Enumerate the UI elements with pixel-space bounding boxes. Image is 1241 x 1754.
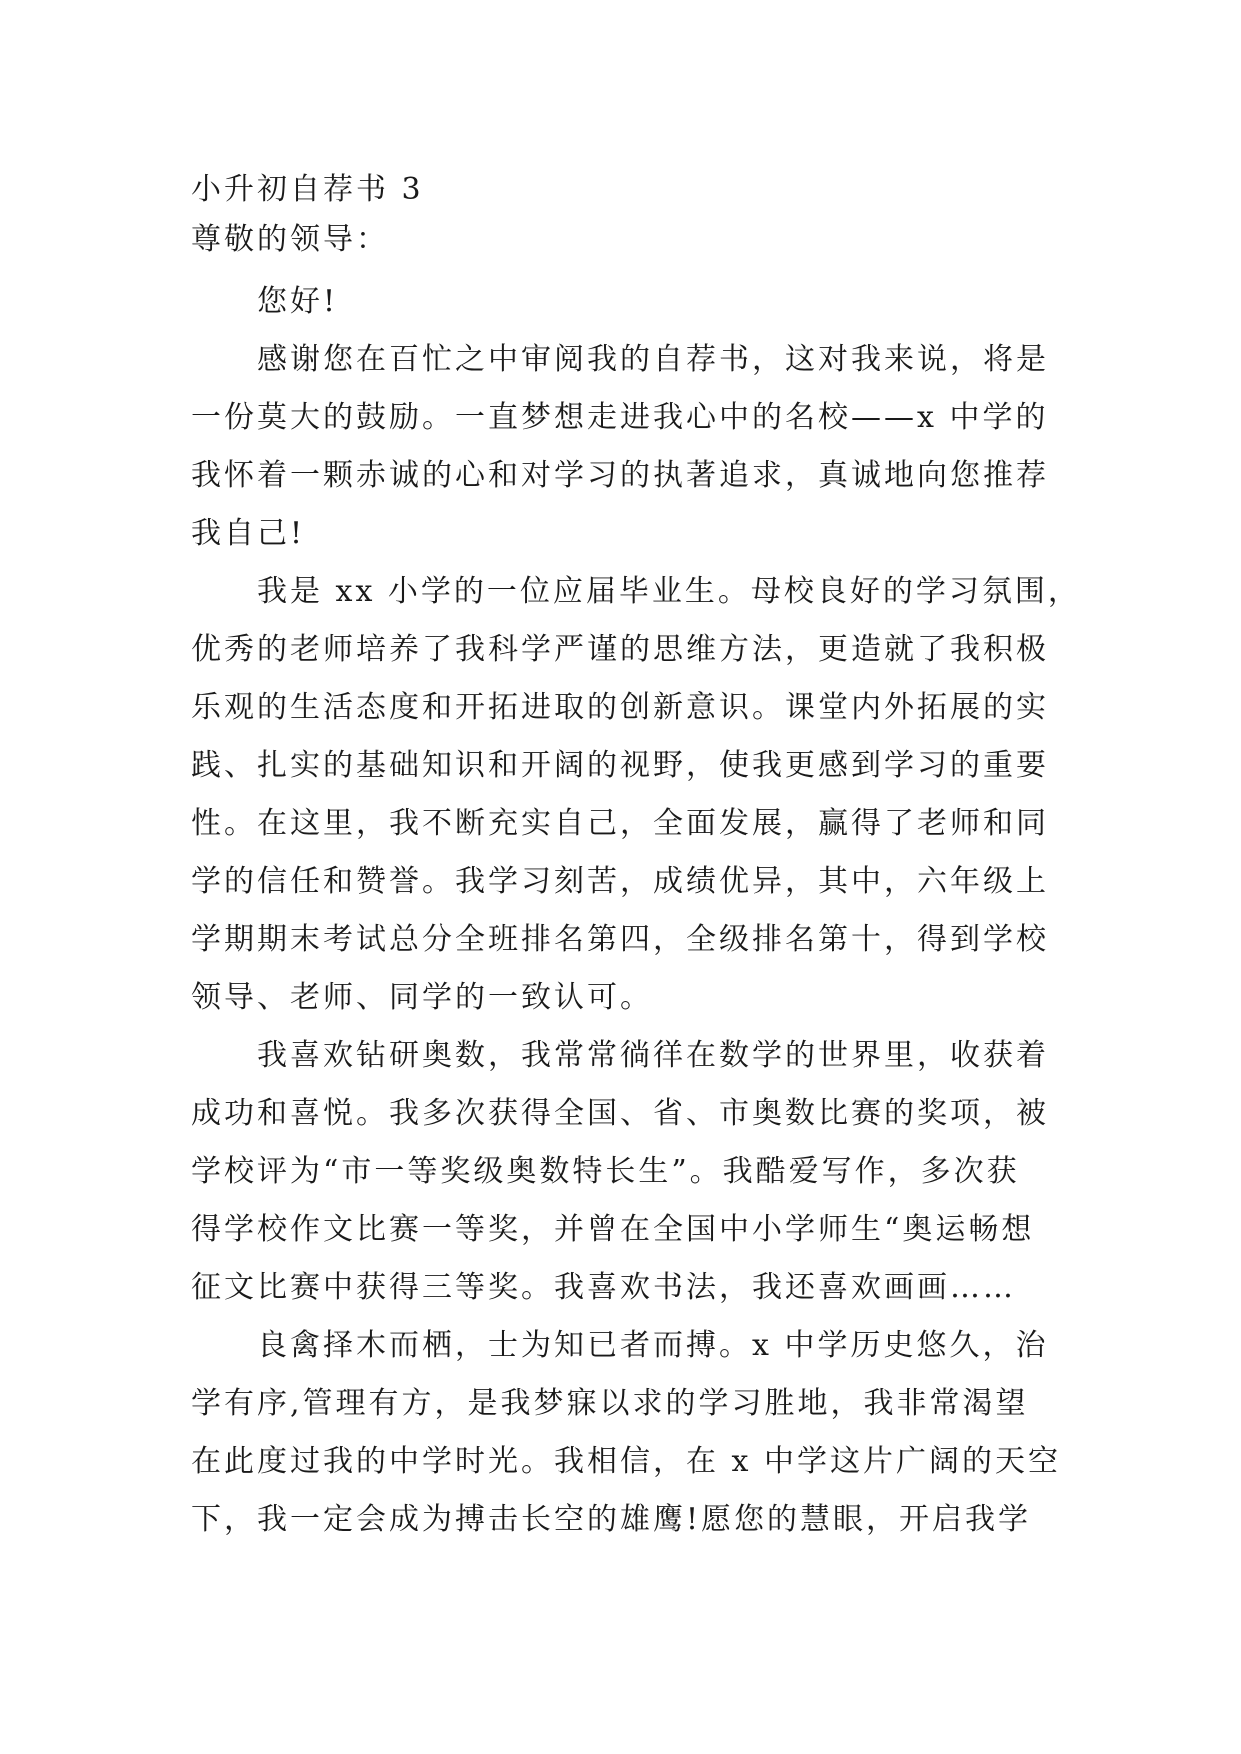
- text-line: 我喜欢钻研奥数，我常常徜徉在数学的世界里，收获着: [257, 1038, 1049, 1073]
- salutation: 尊敬的领导：: [191, 222, 389, 257]
- document-body: [191, 165, 1081, 1549]
- text-line: 良禽择木而栖，士为知已者而搏。x 中学历史悠久，治: [257, 1328, 1049, 1363]
- text-line: 成功和喜悦。我多次获得全国、省、市奥数比赛的奖项，被: [191, 1096, 1049, 1131]
- text-line: 感谢您在百忙之中审阅我的自荐书，这对我来说，将是: [257, 342, 1049, 377]
- text-line: 我怀着一颗赤诚的心和对学习的执著追求，真诚地向您推荐: [191, 458, 1049, 493]
- text-line: 优秀的老师培养了我科学严谨的思维方法，更造就了我积极: [191, 632, 1049, 667]
- document-title: 小升初自荐书 3: [191, 172, 424, 207]
- text-line: 我是 xx 小学的一位应届毕业生。母校良好的学习氛围，: [257, 574, 1081, 609]
- text-line: 学的信任和赞誉。我学习刻苦，成绩优异，其中，六年级上: [191, 864, 1049, 899]
- text-line: 学有序,管理有方，是我梦寐以求的学习胜地，我非常渴望: [191, 1386, 1029, 1421]
- text-line: 践、扎实的基础知识和开阔的视野，使我更感到学习的重要: [191, 748, 1049, 783]
- text-line: 性。在这里，我不断充实自己，全面发展，赢得了老师和同: [191, 806, 1049, 841]
- text-line: 下，我一定会成为搏击长空的雄鹰!愿您的慧眼，开启我学: [191, 1502, 1032, 1537]
- letter-paragraphs: [191, 331, 1081, 1549]
- text-line: 得学校作文比赛一等奖，并曾在全国中小学师生“奥运畅想: [191, 1212, 1035, 1247]
- text-line: 领导、老师、同学的一致认可。: [191, 980, 653, 1015]
- text-line: 学校评为“市一等奖级奥数特长生”。我酷爱写作，多次获: [191, 1154, 1020, 1189]
- text-line: 征文比赛中获得三等奖。我喜欢书法，我还喜欢画画……: [191, 1270, 1016, 1305]
- greeting: 您好!: [257, 284, 339, 319]
- text-line: 在此度过我的中学时光。我相信，在 x 中学这片广阔的天空: [191, 1444, 1061, 1479]
- text-line: 乐观的生活态度和开拓进取的创新意识。课堂内外拓展的实: [191, 690, 1049, 725]
- text-line: 学期期末考试总分全班排名第四，全级排名第十，得到学校: [191, 922, 1049, 957]
- text-line: 一份莫大的鼓励。一直梦想走进我心中的名校——x 中学的: [191, 400, 1049, 435]
- text-line: 我自己!: [191, 516, 306, 551]
